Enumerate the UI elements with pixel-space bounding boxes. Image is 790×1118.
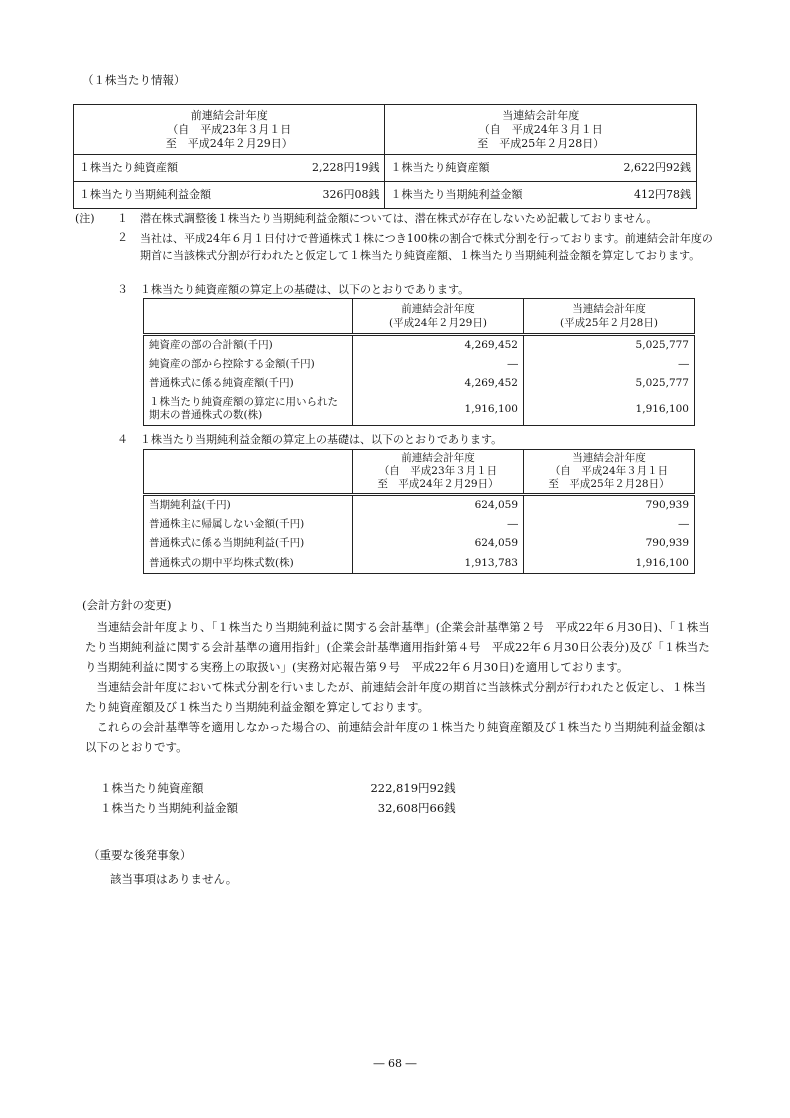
subsequent-events-text: 該当事項はありません。 xyxy=(110,872,238,886)
prev-value: 326円08銭 xyxy=(275,182,385,209)
section-title-subsequent-events: （重要な後発事象） xyxy=(88,848,192,862)
pro-forma-list xyxy=(100,778,456,818)
table-row: 純資産の部から控除する金額(千円) ― ― xyxy=(144,355,695,374)
paragraph: 当連結会計年度において株式分割を行いましたが、前連結会計年度の期首に当該株式分割が行われたと仮定し、１株当たり純資産額及び１株当たり当期純利益金額を算定しております。 xyxy=(85,680,706,714)
paragraph: これらの会計基準等を適用しなかった場合の、前連結会計年度の１株当たり純資産額及び１株当たり当期純利益金額は以下のとおりです。 xyxy=(85,720,706,754)
curr-label: １株当たり純資産額 xyxy=(385,155,586,182)
table-row: 当期純利益(千円) 624,059 790,939 xyxy=(144,495,695,516)
curr-value: 2,622円92銭 xyxy=(586,155,696,182)
table-row: 純資産の部の合計額(千円) 4,269,452 5,025,777 xyxy=(144,335,695,356)
curr-year-header: 当連結会計年度 （自 平成24年３月１日 至 平成25年２月28日） xyxy=(385,105,697,155)
net-income-basis-table xyxy=(143,449,695,574)
table-row xyxy=(74,155,697,182)
paragraph: 当連結会計年度より、「１株当たり当期純利益に関する会計基準」(企業会計基準第２号 平成22年６月30日)、「１株当たり当期純利益に関する会計基準の適用指針」(企業会計基準適用指針第４号 平成22年６月30日公表分)及び「１株当たり当期純利益に関する実務上の取扱い」(実務対応報告第９号 平成22年６月30日)を適用しております。 xyxy=(85,620,710,674)
page-number: ― 68 ― xyxy=(373,1057,417,1070)
prev-year-header: 前連結会計年度 （自 平成23年３月１日 至 平成24年２月29日） xyxy=(74,105,385,155)
table-row: 普通株式に係る純資産額(千円) 4,269,452 5,025,777 xyxy=(144,374,695,393)
per-share-table xyxy=(73,104,697,209)
accounting-change-body xyxy=(85,617,715,757)
curr-year-header: 当連結会計年度 (平成25年２月28日) xyxy=(524,299,695,335)
curr-label: １株当たり当期純利益金額 xyxy=(385,182,586,209)
table-row: 普通株主に帰属しない金額(千円) ― ― xyxy=(144,515,695,534)
section-title-per-share: （１株当たり情報） xyxy=(82,73,186,87)
notes-prefix: (注) xyxy=(75,212,95,225)
table-row: 普通株式の期中平均株式数(株) 1,913,783 1,916,100 xyxy=(144,554,695,574)
section-title-accounting-change: (会計方針の変更) xyxy=(82,598,172,612)
curr-year-header: 当連結会計年度 （自 平成24年３月１日 至 平成25年２月28日） xyxy=(524,450,695,495)
list-item: １株当たり当期純利益金額 32,608円66銭 xyxy=(100,801,456,815)
table-row: １株当たり純資産額の算定に用いられた期末の普通株式の数(株) 1,916,100 1,916,100 xyxy=(144,394,695,426)
prev-label: １株当たり当期純利益金額 xyxy=(74,182,275,209)
table-row xyxy=(74,182,697,209)
prev-year-header: 前連結会計年度 (平成24年２月29日) xyxy=(353,299,524,335)
prev-value: 2,228円19銭 xyxy=(275,155,385,182)
prev-label: １株当たり純資産額 xyxy=(74,155,275,182)
list-item: １株当たり純資産額 222,819円92銭 xyxy=(100,781,456,795)
net-assets-basis-table xyxy=(143,298,695,426)
table-row: 普通株式に係る当期純利益(千円) 624,059 790,939 xyxy=(144,534,695,553)
prev-year-header: 前連結会計年度 （自 平成23年３月１日 至 平成24年２月29日） xyxy=(353,450,524,495)
curr-value: 412円78銭 xyxy=(586,182,696,209)
